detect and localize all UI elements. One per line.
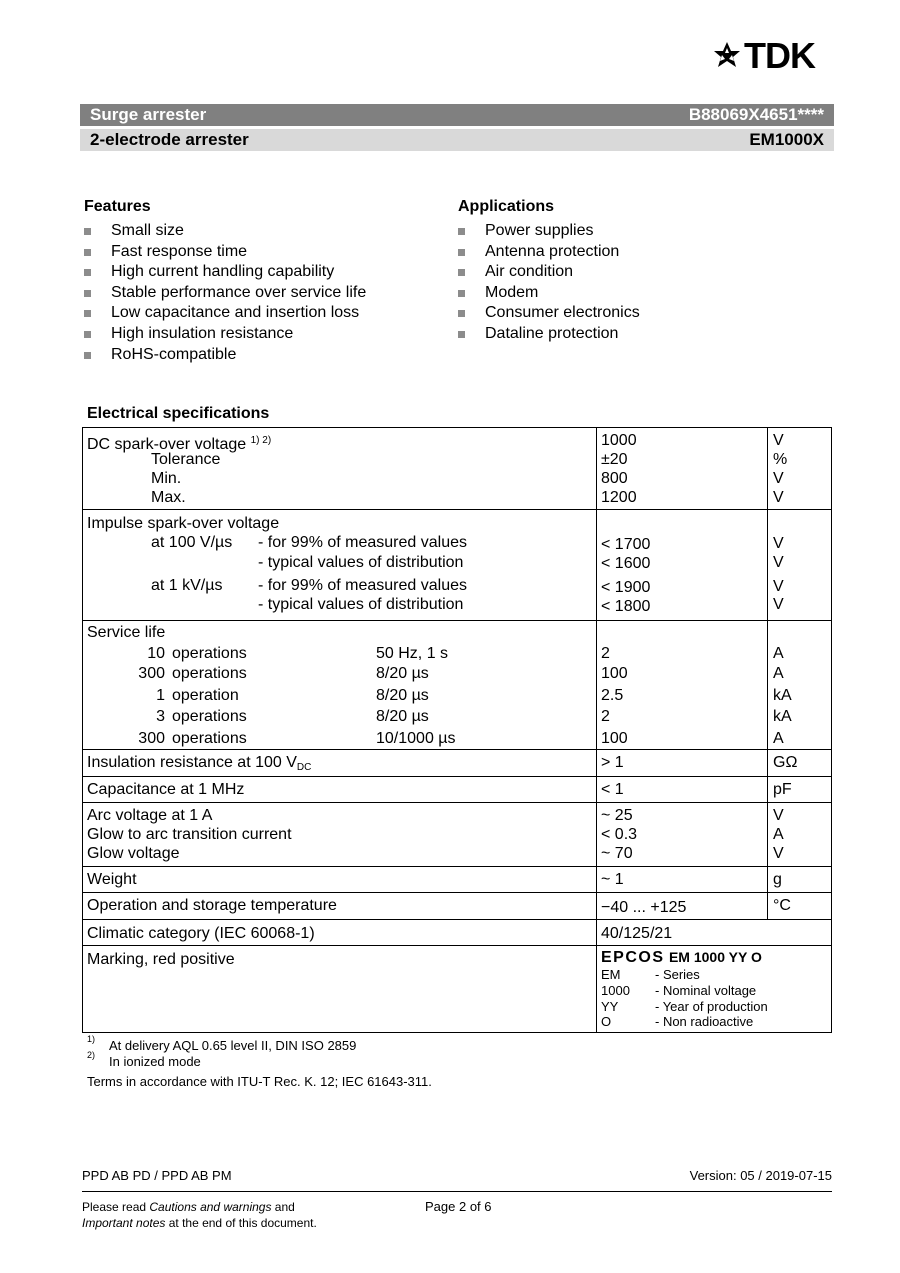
table-rule [82, 1032, 832, 1033]
spec-value: 100 [601, 665, 628, 682]
spec-unit: % [773, 451, 788, 468]
spec-unit: V [773, 845, 784, 862]
tdk-logo [712, 35, 836, 76]
capacitance-label: Capacitance at 1 MHz [87, 781, 245, 798]
table-rule [82, 866, 832, 867]
bullet-icon [458, 290, 465, 297]
spec-unit: kA [773, 708, 792, 725]
impulse-sparkover-label: Impulse spark-over voltage [87, 515, 280, 532]
bullet-icon [458, 331, 465, 338]
spec-value: < 1900 [601, 579, 651, 596]
specs-heading: Electrical specifications [87, 405, 270, 422]
list-item: Air condition [458, 262, 640, 283]
list-item: Stable performance over service life [84, 283, 366, 304]
bullet-icon [458, 249, 465, 256]
marking-label: Marking, red positive [87, 951, 235, 968]
spec-unit: A [773, 826, 784, 843]
bullet-icon [84, 269, 91, 276]
table-rule [82, 919, 832, 920]
spec-value: 2 [601, 645, 610, 662]
spec-value: 2.5 [601, 687, 624, 704]
bullet-icon [458, 269, 465, 276]
footer-version: Version: 05 / 2019-07-15 [689, 1168, 832, 1183]
product-subtitle: 2-electrode arrester [90, 130, 249, 149]
list-item: RoHS-compatible [84, 345, 366, 366]
table-rule [831, 427, 832, 1032]
list-item: Dataline protection [458, 324, 640, 345]
spec-sublabel: Min. [151, 470, 182, 487]
spec-value: 1000 [601, 432, 637, 449]
important-notes-reference: Important notes [82, 1216, 166, 1230]
spec-value: 40/125/21 [601, 925, 673, 942]
list-item: High current handling capability [84, 262, 366, 283]
spec-value: < 0.3 [601, 826, 638, 843]
spec-value: < 1600 [601, 555, 651, 572]
spec-unit: V [773, 489, 784, 506]
service-ops: operations [172, 645, 247, 662]
footnote-mark: 1) [87, 1034, 96, 1044]
series-name: EM1000X [749, 130, 824, 149]
spec-value: ~ 70 [601, 845, 633, 862]
page-number: Page 2 of 6 [425, 1199, 492, 1214]
table-rule [82, 509, 832, 510]
table-rule [82, 945, 832, 946]
service-condition: 10/1000 µs [376, 730, 456, 747]
spec-value: < 1800 [601, 598, 651, 615]
table-rule [82, 802, 832, 803]
logo-text: TDK [744, 35, 815, 76]
subtitle-band [80, 129, 834, 151]
list-item: Power supplies [458, 221, 640, 242]
spec-value: ~ 1 [601, 871, 624, 888]
spec-sublabel: Max. [151, 489, 186, 506]
table-rule [82, 427, 83, 1032]
impulse-rate: at 100 V/µs [151, 534, 233, 551]
product-type: Surge arrester [90, 105, 207, 124]
insulation-label: Insulation resistance at 100 $V_{DC}$ [87, 754, 312, 773]
applications-list [458, 221, 640, 345]
spec-unit: g [773, 871, 782, 888]
table-rule [82, 892, 832, 893]
spec-unit: V [773, 432, 784, 449]
epcos-brand: EPCOS [601, 949, 665, 966]
impulse-rate: at 1 kV/µs [151, 577, 223, 594]
service-condition: 8/20 µs [376, 665, 429, 682]
spec-unit: V [773, 807, 784, 824]
list-item: Low capacitance and insertion loss [84, 303, 366, 324]
marking-legend-key: 1000 [601, 983, 630, 998]
spec-unit: A [773, 730, 784, 747]
dc-subscript: DC [296, 762, 312, 773]
marking-legend-desc: - Year of production [655, 999, 768, 1014]
list-item: Modem [458, 283, 640, 304]
climatic-category-label: Climatic category (IEC 60068-1) [87, 925, 315, 942]
part-number: B88069X4651**** [688, 105, 824, 124]
spec-unit: pF [773, 781, 792, 798]
arc-voltage-label: Arc voltage at 1 A [87, 807, 213, 824]
table-rule [82, 749, 832, 750]
spec-unit: °C [773, 897, 791, 914]
bullet-icon [84, 310, 91, 317]
marking-legend-desc: - Series [655, 967, 700, 982]
spec-unit: GΩ [773, 754, 798, 771]
service-count: 300 [138, 665, 165, 682]
bullet-icon [84, 290, 91, 297]
spec-unit: A [773, 645, 784, 662]
spec-value: 2 [601, 708, 610, 725]
spec-value: < 1700 [601, 536, 651, 553]
footnote-text: At delivery AQL 0.65 level II, DIN ISO 2859 [109, 1038, 357, 1053]
marking-code [601, 948, 762, 967]
spec-unit: V [773, 470, 784, 487]
impulse-desc: - typical values of distribution [258, 596, 464, 613]
list-item: Consumer electronics [458, 303, 640, 324]
spec-unit: V [773, 535, 784, 552]
spec-value: > 1 [601, 754, 624, 771]
table-rule [767, 427, 768, 919]
weight-label: Weight [87, 871, 137, 888]
service-count: 300 [138, 730, 165, 747]
impulse-desc: - for 99% of measured values [258, 577, 467, 594]
marking-code-text: EM 1000 YY O [668, 949, 762, 965]
features-list [84, 221, 366, 365]
spec-unit: A [773, 665, 784, 682]
service-count: 3 [156, 708, 165, 725]
footer-department: PPD AB PD / PPD AB PM [82, 1168, 232, 1183]
spec-unit: kA [773, 687, 792, 704]
list-item: Fast response time [84, 242, 366, 263]
list-item: High insulation resistance [84, 324, 366, 345]
spec-value: 800 [601, 470, 628, 487]
list-item: Small size [84, 221, 366, 242]
service-life-label: Service life [87, 624, 166, 641]
spec-unit: V [773, 578, 784, 595]
footer-rule [82, 1191, 832, 1192]
applications-heading: Applications [458, 198, 555, 215]
spec-value: ±20 [601, 451, 628, 468]
spec-unit: V [773, 596, 784, 613]
table-rule [82, 620, 832, 621]
service-ops: operations [172, 665, 247, 682]
marking-legend-key: O [601, 1014, 612, 1029]
bullet-icon [84, 352, 91, 359]
marking-legend-key: EM [601, 967, 621, 982]
list-item: Antenna protection [458, 242, 640, 263]
impulse-desc: - typical values of distribution [258, 554, 464, 571]
impulse-desc: - for 99% of measured values [258, 534, 467, 551]
footnote-mark: 2) [87, 1050, 96, 1060]
bullet-icon [84, 331, 91, 338]
spec-value: 1200 [601, 489, 637, 506]
footer-note: Please read Cautions and warnings and Important notes at the end of this document. [82, 1200, 317, 1230]
service-count: 10 [147, 645, 165, 662]
spec-value: −40 ... +125 [601, 899, 687, 916]
glow-voltage-label: Glow voltage [87, 845, 180, 862]
bullet-icon [458, 228, 465, 235]
spec-value: < 1 [601, 781, 624, 798]
features-heading: Features [84, 198, 151, 215]
marking-legend-key: YY [601, 999, 619, 1014]
glow-arc-transition-label: Glow to arc transition current [87, 826, 292, 843]
service-ops: operations [172, 730, 247, 747]
spec-unit: V [773, 554, 784, 571]
table-rule [82, 427, 832, 428]
service-ops: operation [172, 687, 239, 704]
service-count: 1 [156, 687, 165, 704]
terms-note: Terms in accordance with ITU-T Rec. K. 12; IEC 61643-311. [87, 1074, 432, 1089]
temperature-label: Operation and storage temperature [87, 897, 337, 914]
service-condition: 50 Hz, 1 s [376, 645, 449, 662]
marking-legend-desc: - Non radioactive [655, 1014, 754, 1029]
footnote-ref: 1) 2) [250, 435, 272, 446]
bullet-icon [458, 310, 465, 317]
table-rule [596, 427, 597, 1032]
footnote-text: In ionized mode [109, 1054, 201, 1069]
service-condition: 8/20 µs [376, 687, 429, 704]
bullet-icon [84, 249, 91, 256]
cautions-reference: Cautions and warnings [149, 1200, 272, 1214]
dc-sparkover-label: DC spark-over voltage $^{1) 2)}$ [87, 435, 272, 453]
product-type-band [80, 104, 834, 126]
spec-sublabel: Tolerance [151, 451, 221, 468]
marking-legend-desc: - Nominal voltage [655, 983, 757, 998]
spec-value: ~ 25 [601, 807, 633, 824]
service-ops: operations [172, 708, 247, 725]
service-condition: 8/20 µs [376, 708, 429, 725]
bullet-icon [84, 228, 91, 235]
spec-value: 100 [601, 730, 628, 747]
